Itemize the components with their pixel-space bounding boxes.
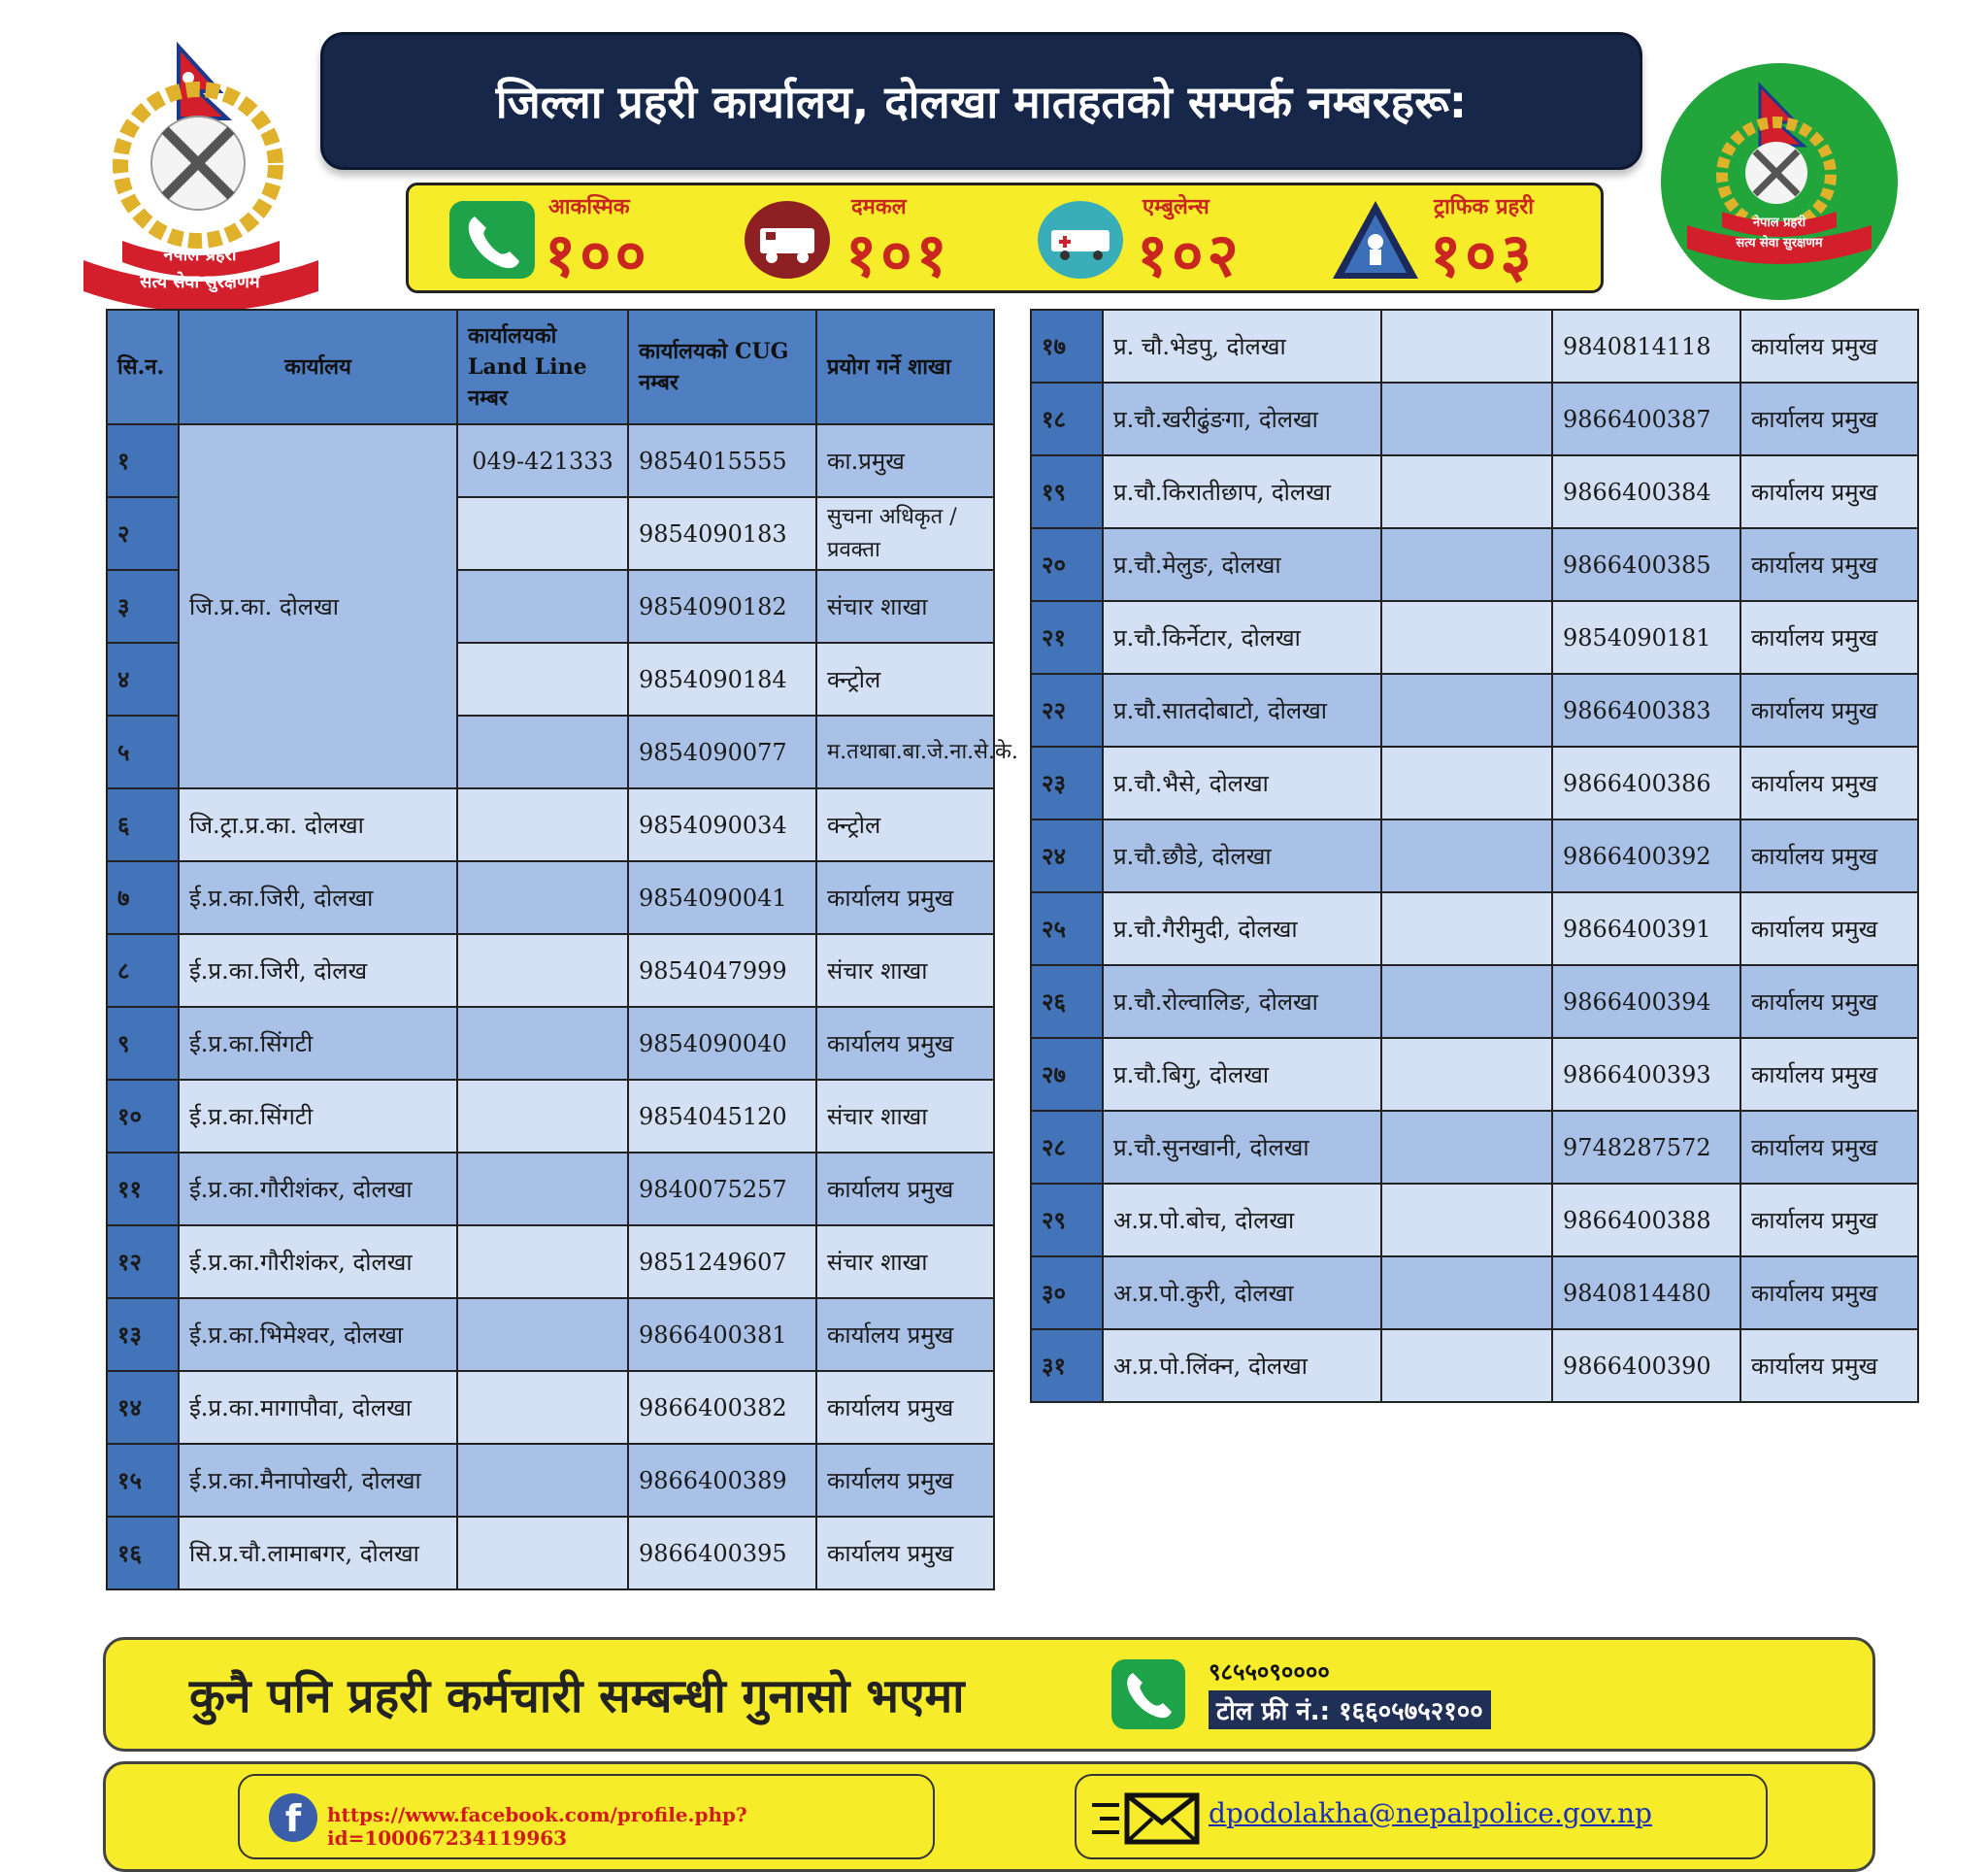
row-office: ई.प्र.का.सिंगटी bbox=[179, 1007, 457, 1080]
row-branch: संचार शाखा bbox=[816, 570, 994, 643]
table-row bbox=[107, 1298, 994, 1371]
row-landline bbox=[1381, 601, 1552, 674]
table-row bbox=[1031, 601, 1918, 674]
row-sn: २ bbox=[107, 497, 179, 570]
row-landline bbox=[1381, 674, 1552, 747]
logo-text-top-right: नेपाल प्रहरी bbox=[1752, 216, 1806, 230]
table-row bbox=[107, 1225, 994, 1298]
row-branch: कार्यालय प्रमुख bbox=[1740, 528, 1918, 601]
row-landline bbox=[1381, 819, 1552, 892]
row-office: अ.प्र.पो.लिंक्न, दोलखा bbox=[1103, 1329, 1381, 1402]
emergency-police-label: आकस्मिक bbox=[548, 195, 630, 219]
contacts-table-left-body bbox=[107, 424, 1018, 1589]
row-cug: 9840814480 bbox=[1552, 1256, 1740, 1329]
row-sn: ३ bbox=[107, 570, 179, 643]
row-office: प्र.चौ.सुनखानी, दोलखा bbox=[1103, 1111, 1381, 1184]
table-row bbox=[107, 1517, 994, 1589]
row-landline bbox=[457, 497, 628, 570]
row-office: प्र.चौ.गैरीमुदी, दोलखा bbox=[1103, 892, 1381, 965]
toll-free-number[interactable]: टोल फ्री नं.: १६६०५७५२१०० bbox=[1209, 1690, 1491, 1729]
row-branch: कार्यालय प्रमुख bbox=[1740, 1256, 1918, 1329]
row-cug: 9866400386 bbox=[1552, 747, 1740, 819]
row-office: ई.प्र.का.जिरी, दोलखा bbox=[179, 861, 457, 934]
row-cug: 9840814118 bbox=[1552, 310, 1740, 383]
contacts-table-right bbox=[1030, 309, 1919, 1403]
header-branch: प्रयोग गर्ने शाखा bbox=[816, 310, 994, 424]
row-branch: कार्यालय प्रमुख bbox=[1740, 1184, 1918, 1256]
row-cug: 9866400391 bbox=[1552, 892, 1740, 965]
title-banner bbox=[320, 32, 1642, 170]
row-sn: २० bbox=[1031, 528, 1103, 601]
row-landline bbox=[457, 1080, 628, 1153]
row-cug: 9748287572 bbox=[1552, 1111, 1740, 1184]
table-row bbox=[1031, 892, 1918, 965]
ambulance-icon bbox=[1036, 199, 1125, 281]
page-title: जिल्ला प्रहरी कार्यालय, दोलखा मातहतको सम्पर्क नम्बरहरू: bbox=[495, 76, 1468, 128]
contact-bar bbox=[103, 1761, 1875, 1872]
row-branch: कार्यालय प्रमुख bbox=[1740, 383, 1918, 455]
row-cug: 9854090040 bbox=[628, 1007, 816, 1080]
row-office: सि.प्र.चौ.लामाबगर, दोलखा bbox=[179, 1517, 457, 1589]
emergency-traffic-label: ट्राफिक प्रहरी bbox=[1434, 195, 1534, 219]
row-sn: ३१ bbox=[1031, 1329, 1103, 1402]
table-row bbox=[107, 1080, 994, 1153]
table-row bbox=[107, 934, 994, 1007]
complaint-text: कुनै पनि प्रहरी कर्मचारी सम्बन्धी गुनासो भएमा bbox=[189, 1669, 965, 1723]
row-sn: ६ bbox=[107, 788, 179, 861]
emergency-traffic-number: १०३ bbox=[1430, 219, 1536, 290]
emergency-numbers-strip bbox=[406, 183, 1604, 293]
table-header-row bbox=[107, 310, 994, 424]
row-cug: 9866400382 bbox=[628, 1371, 816, 1444]
table-row bbox=[1031, 819, 1918, 892]
row-sn: १७ bbox=[1031, 310, 1103, 383]
row-cug: 9866400392 bbox=[1552, 819, 1740, 892]
row-office: अ.प्र.पो.बोच, दोलखा bbox=[1103, 1184, 1381, 1256]
row-landline bbox=[457, 643, 628, 716]
row-landline bbox=[1381, 1038, 1552, 1111]
row-landline bbox=[1381, 747, 1552, 819]
row-landline bbox=[1381, 310, 1552, 383]
row-landline bbox=[457, 1225, 628, 1298]
row-landline bbox=[1381, 383, 1552, 455]
row-cug: 9854090182 bbox=[628, 570, 816, 643]
row-sn: २३ bbox=[1031, 747, 1103, 819]
row-sn: २८ bbox=[1031, 1111, 1103, 1184]
row-landline bbox=[457, 788, 628, 861]
header-cug: कार्यालयको CUG नम्बर bbox=[628, 310, 816, 424]
row-branch: म.तथाबा.बा.जे.ना.से.के. bbox=[816, 716, 994, 788]
row-sn: १२ bbox=[107, 1225, 179, 1298]
row-office: प्र.चौ.मेलुङ, दोलखा bbox=[1103, 528, 1381, 601]
row-sn: १० bbox=[107, 1080, 179, 1153]
logo-text-bottom: सत्य सेवा सुरक्षणम bbox=[140, 272, 260, 292]
phone-icon bbox=[447, 199, 537, 281]
row-office: ई.प्र.का.गौरीशंकर, दोलखा bbox=[179, 1225, 457, 1298]
row-sn: १९ bbox=[1031, 455, 1103, 528]
row-branch: कार्यालय प्रमुख bbox=[816, 1371, 994, 1444]
row-landline bbox=[1381, 455, 1552, 528]
complaint-bar bbox=[103, 1637, 1875, 1752]
row-cug: 9866400388 bbox=[1552, 1184, 1740, 1256]
row-cug: 9854090077 bbox=[628, 716, 816, 788]
row-office: प्र.चौ.बिगु, दोलखा bbox=[1103, 1038, 1381, 1111]
row-office: ई.प्र.का.गौरीशंकर, दोलखा bbox=[179, 1153, 457, 1225]
row-landline bbox=[457, 1517, 628, 1589]
row-branch: क्न्ट्रोल bbox=[816, 788, 994, 861]
row-branch: का.प्रमुख bbox=[816, 424, 994, 497]
row-sn: १६ bbox=[107, 1517, 179, 1589]
row-landline bbox=[1381, 1111, 1552, 1184]
row-cug: 9866400390 bbox=[1552, 1329, 1740, 1402]
row-branch: कार्यालय प्रमुख bbox=[816, 1153, 994, 1225]
nepal-police-logo-left bbox=[64, 41, 346, 303]
row-landline bbox=[1381, 1256, 1552, 1329]
table-row bbox=[107, 788, 994, 861]
table-row bbox=[107, 424, 994, 497]
row-cug: 9866400383 bbox=[1552, 674, 1740, 747]
contacts-table-right-body bbox=[1031, 310, 1918, 1402]
row-office: प्र.चौ.रोल्वालिङ, दोलखा bbox=[1103, 965, 1381, 1038]
row-landline bbox=[457, 1007, 628, 1080]
row-office: प्र. चौ.भेडपु, दोलखा bbox=[1103, 310, 1381, 383]
row-landline bbox=[457, 1153, 628, 1225]
row-sn: ११ bbox=[107, 1153, 179, 1225]
row-cug: 9854090041 bbox=[628, 861, 816, 934]
row-branch: कार्यालय प्रमुख bbox=[1740, 1111, 1918, 1184]
row-cug: 9854047999 bbox=[628, 934, 816, 1007]
row-office: ई.प्र.का.मागापौवा, दोलखा bbox=[179, 1371, 457, 1444]
emergency-ambulance-label: एम्बुलेन्स bbox=[1143, 195, 1209, 219]
email-link[interactable]: dpodolakha@nepalpolice.gov.np bbox=[1209, 1797, 1652, 1829]
row-branch: कार्यालय प्रमुख bbox=[1740, 1038, 1918, 1111]
table-row bbox=[107, 1153, 994, 1225]
row-cug: 9854045120 bbox=[628, 1080, 816, 1153]
row-cug: 9866400389 bbox=[628, 1444, 816, 1517]
table-row bbox=[107, 1444, 994, 1517]
row-sn: २४ bbox=[1031, 819, 1103, 892]
row-sn: २२ bbox=[1031, 674, 1103, 747]
row-office: ई.प्र.का.सिंगटी bbox=[179, 1080, 457, 1153]
table-row bbox=[1031, 1184, 1918, 1256]
row-landline bbox=[457, 570, 628, 643]
row-sn: ४ bbox=[107, 643, 179, 716]
emergency-police-number: १०० bbox=[545, 219, 650, 290]
row-cug: 9866400393 bbox=[1552, 1038, 1740, 1111]
row-sn: १४ bbox=[107, 1371, 179, 1444]
row-branch: कार्यालय प्रमुख bbox=[1740, 310, 1918, 383]
row-sn: ८ bbox=[107, 934, 179, 1007]
row-branch: कार्यालय प्रमुख bbox=[816, 1007, 994, 1080]
row-sn: १ bbox=[107, 424, 179, 497]
table-row bbox=[107, 1007, 994, 1080]
logo-text-bottom-right: सत्य सेवा सुरक्षणम bbox=[1736, 236, 1823, 251]
nepal-police-logo-right bbox=[1658, 60, 1901, 303]
row-office: प्र.चौ.किर्नेटार, दोलखा bbox=[1103, 601, 1381, 674]
row-cug: 9866400394 bbox=[1552, 965, 1740, 1038]
traffic-police-icon bbox=[1331, 199, 1420, 281]
row-office: ई.प्र.का.भिमेश्वर, दोलखा bbox=[179, 1298, 457, 1371]
row-office-merged: जि.प्र.का. दोलखा bbox=[179, 424, 457, 788]
table-row bbox=[107, 1371, 994, 1444]
row-landline bbox=[1381, 1329, 1552, 1402]
table-row bbox=[107, 861, 994, 934]
row-branch: कार्यालय प्रमुख bbox=[816, 1517, 994, 1589]
row-cug: 9866400387 bbox=[1552, 383, 1740, 455]
row-branch: कार्यालय प्रमुख bbox=[816, 861, 994, 934]
table-row bbox=[1031, 1256, 1918, 1329]
row-branch: कार्यालय प्रमुख bbox=[1740, 455, 1918, 528]
row-sn: ३० bbox=[1031, 1256, 1103, 1329]
row-cug: 9854090181 bbox=[1552, 601, 1740, 674]
emergency-fire-label: दमकल bbox=[851, 195, 907, 219]
row-office: प्र.चौ.छौडे, दोलखा bbox=[1103, 819, 1381, 892]
row-cug: 9854090183 bbox=[628, 497, 816, 570]
row-branch: संचार शाखा bbox=[816, 934, 994, 1007]
table-row bbox=[1031, 455, 1918, 528]
row-office: जि.ट्रा.प्र.का. दोलखा bbox=[179, 788, 457, 861]
row-cug: 9866400395 bbox=[628, 1517, 816, 1589]
row-branch: कार्यालय प्रमुख bbox=[1740, 747, 1918, 819]
table-row bbox=[1031, 528, 1918, 601]
table-row bbox=[1031, 1329, 1918, 1402]
row-cug: 9851249607 bbox=[628, 1225, 816, 1298]
table-row bbox=[1031, 965, 1918, 1038]
row-sn: १८ bbox=[1031, 383, 1103, 455]
complaint-phone-icon bbox=[1111, 1659, 1185, 1729]
row-sn: २७ bbox=[1031, 1038, 1103, 1111]
row-cug: 9866400384 bbox=[1552, 455, 1740, 528]
row-landline bbox=[457, 934, 628, 1007]
row-sn: २९ bbox=[1031, 1184, 1103, 1256]
row-branch: कार्यालय प्रमुख bbox=[816, 1298, 994, 1371]
row-branch: सुचना अधिकृत /प्रवक्ता bbox=[816, 497, 994, 570]
header-office: कार्यालय bbox=[179, 310, 457, 424]
email-pill bbox=[1075, 1774, 1768, 1859]
row-sn: २१ bbox=[1031, 601, 1103, 674]
row-branch: कार्यालय प्रमुख bbox=[816, 1444, 994, 1517]
row-landline bbox=[1381, 528, 1552, 601]
facebook-link[interactable]: https://www.facebook.com/profile.php?id=100067234119963 bbox=[327, 1803, 747, 1850]
row-office: प्र.चौ.किरातीछाप, दोलखा bbox=[1103, 455, 1381, 528]
email-icon[interactable] bbox=[1086, 1791, 1203, 1846]
row-cug: 9854090184 bbox=[628, 643, 816, 716]
table-row bbox=[1031, 383, 1918, 455]
facebook-icon[interactable]: f bbox=[269, 1793, 317, 1842]
row-landline: 049-421333 bbox=[457, 424, 628, 497]
row-cug: 9840075257 bbox=[628, 1153, 816, 1225]
row-sn: ७ bbox=[107, 861, 179, 934]
row-sn: १३ bbox=[107, 1298, 179, 1371]
table-row bbox=[1031, 1038, 1918, 1111]
row-sn: २६ bbox=[1031, 965, 1103, 1038]
facebook-pill bbox=[238, 1774, 935, 1859]
row-cug: 9866400381 bbox=[628, 1298, 816, 1371]
row-landline bbox=[457, 861, 628, 934]
row-cug: 9854090034 bbox=[628, 788, 816, 861]
row-branch: संचार शाखा bbox=[816, 1225, 994, 1298]
row-sn: २५ bbox=[1031, 892, 1103, 965]
row-branch: संचार शाखा bbox=[816, 1080, 994, 1153]
row-sn: ९ bbox=[107, 1007, 179, 1080]
row-office: प्र.चौ.भैसे, दोलखा bbox=[1103, 747, 1381, 819]
table-row bbox=[1031, 1111, 1918, 1184]
row-office: ई.प्र.का.मैनापोखरी, दोलखा bbox=[179, 1444, 457, 1517]
table-row bbox=[1031, 674, 1918, 747]
row-branch: कार्यालय प्रमुख bbox=[1740, 601, 1918, 674]
header-landline: कार्यालयको Land Line नम्बर bbox=[457, 310, 628, 424]
table-row bbox=[1031, 310, 1918, 383]
row-landline bbox=[457, 1444, 628, 1517]
row-cug: 9854015555 bbox=[628, 424, 816, 497]
contacts-table-left bbox=[106, 309, 1018, 1590]
emergency-ambulance-number: १०२ bbox=[1137, 219, 1242, 290]
row-branch: कार्यालय प्रमुख bbox=[1740, 965, 1918, 1038]
row-office: प्र.चौ.खरीढुंङगा, दोलखा bbox=[1103, 383, 1381, 455]
row-sn: १५ bbox=[107, 1444, 179, 1517]
row-office: प्र.चौ.सातदोबाटो, दोलखा bbox=[1103, 674, 1381, 747]
row-sn: ५ bbox=[107, 716, 179, 788]
header-sn: सि.न. bbox=[107, 310, 179, 424]
row-branch: कार्यालय प्रमुख bbox=[1740, 1329, 1918, 1402]
row-landline bbox=[457, 1371, 628, 1444]
row-branch: कार्यालय प्रमुख bbox=[1740, 819, 1918, 892]
row-office: अ.प्र.पो.कुरी, दोलखा bbox=[1103, 1256, 1381, 1329]
row-landline bbox=[1381, 965, 1552, 1038]
row-landline bbox=[1381, 892, 1552, 965]
row-branch: कार्यालय प्रमुख bbox=[1740, 892, 1918, 965]
row-landline bbox=[1381, 1184, 1552, 1256]
row-office: ई.प्र.का.जिरी, दोलख bbox=[179, 934, 457, 1007]
row-branch: क्न्ट्रोल bbox=[816, 643, 994, 716]
emergency-fire-number: १०१ bbox=[845, 219, 951, 290]
row-landline bbox=[457, 716, 628, 788]
complaint-number[interactable]: ९८५५०९०००० bbox=[1209, 1658, 1330, 1686]
row-cug: 9866400385 bbox=[1552, 528, 1740, 601]
table-row bbox=[1031, 747, 1918, 819]
fire-truck-icon bbox=[743, 199, 832, 281]
row-landline bbox=[457, 1298, 628, 1371]
row-branch: कार्यालय प्रमुख bbox=[1740, 674, 1918, 747]
logo-text-top: नेपाल प्रहरी bbox=[163, 245, 237, 265]
